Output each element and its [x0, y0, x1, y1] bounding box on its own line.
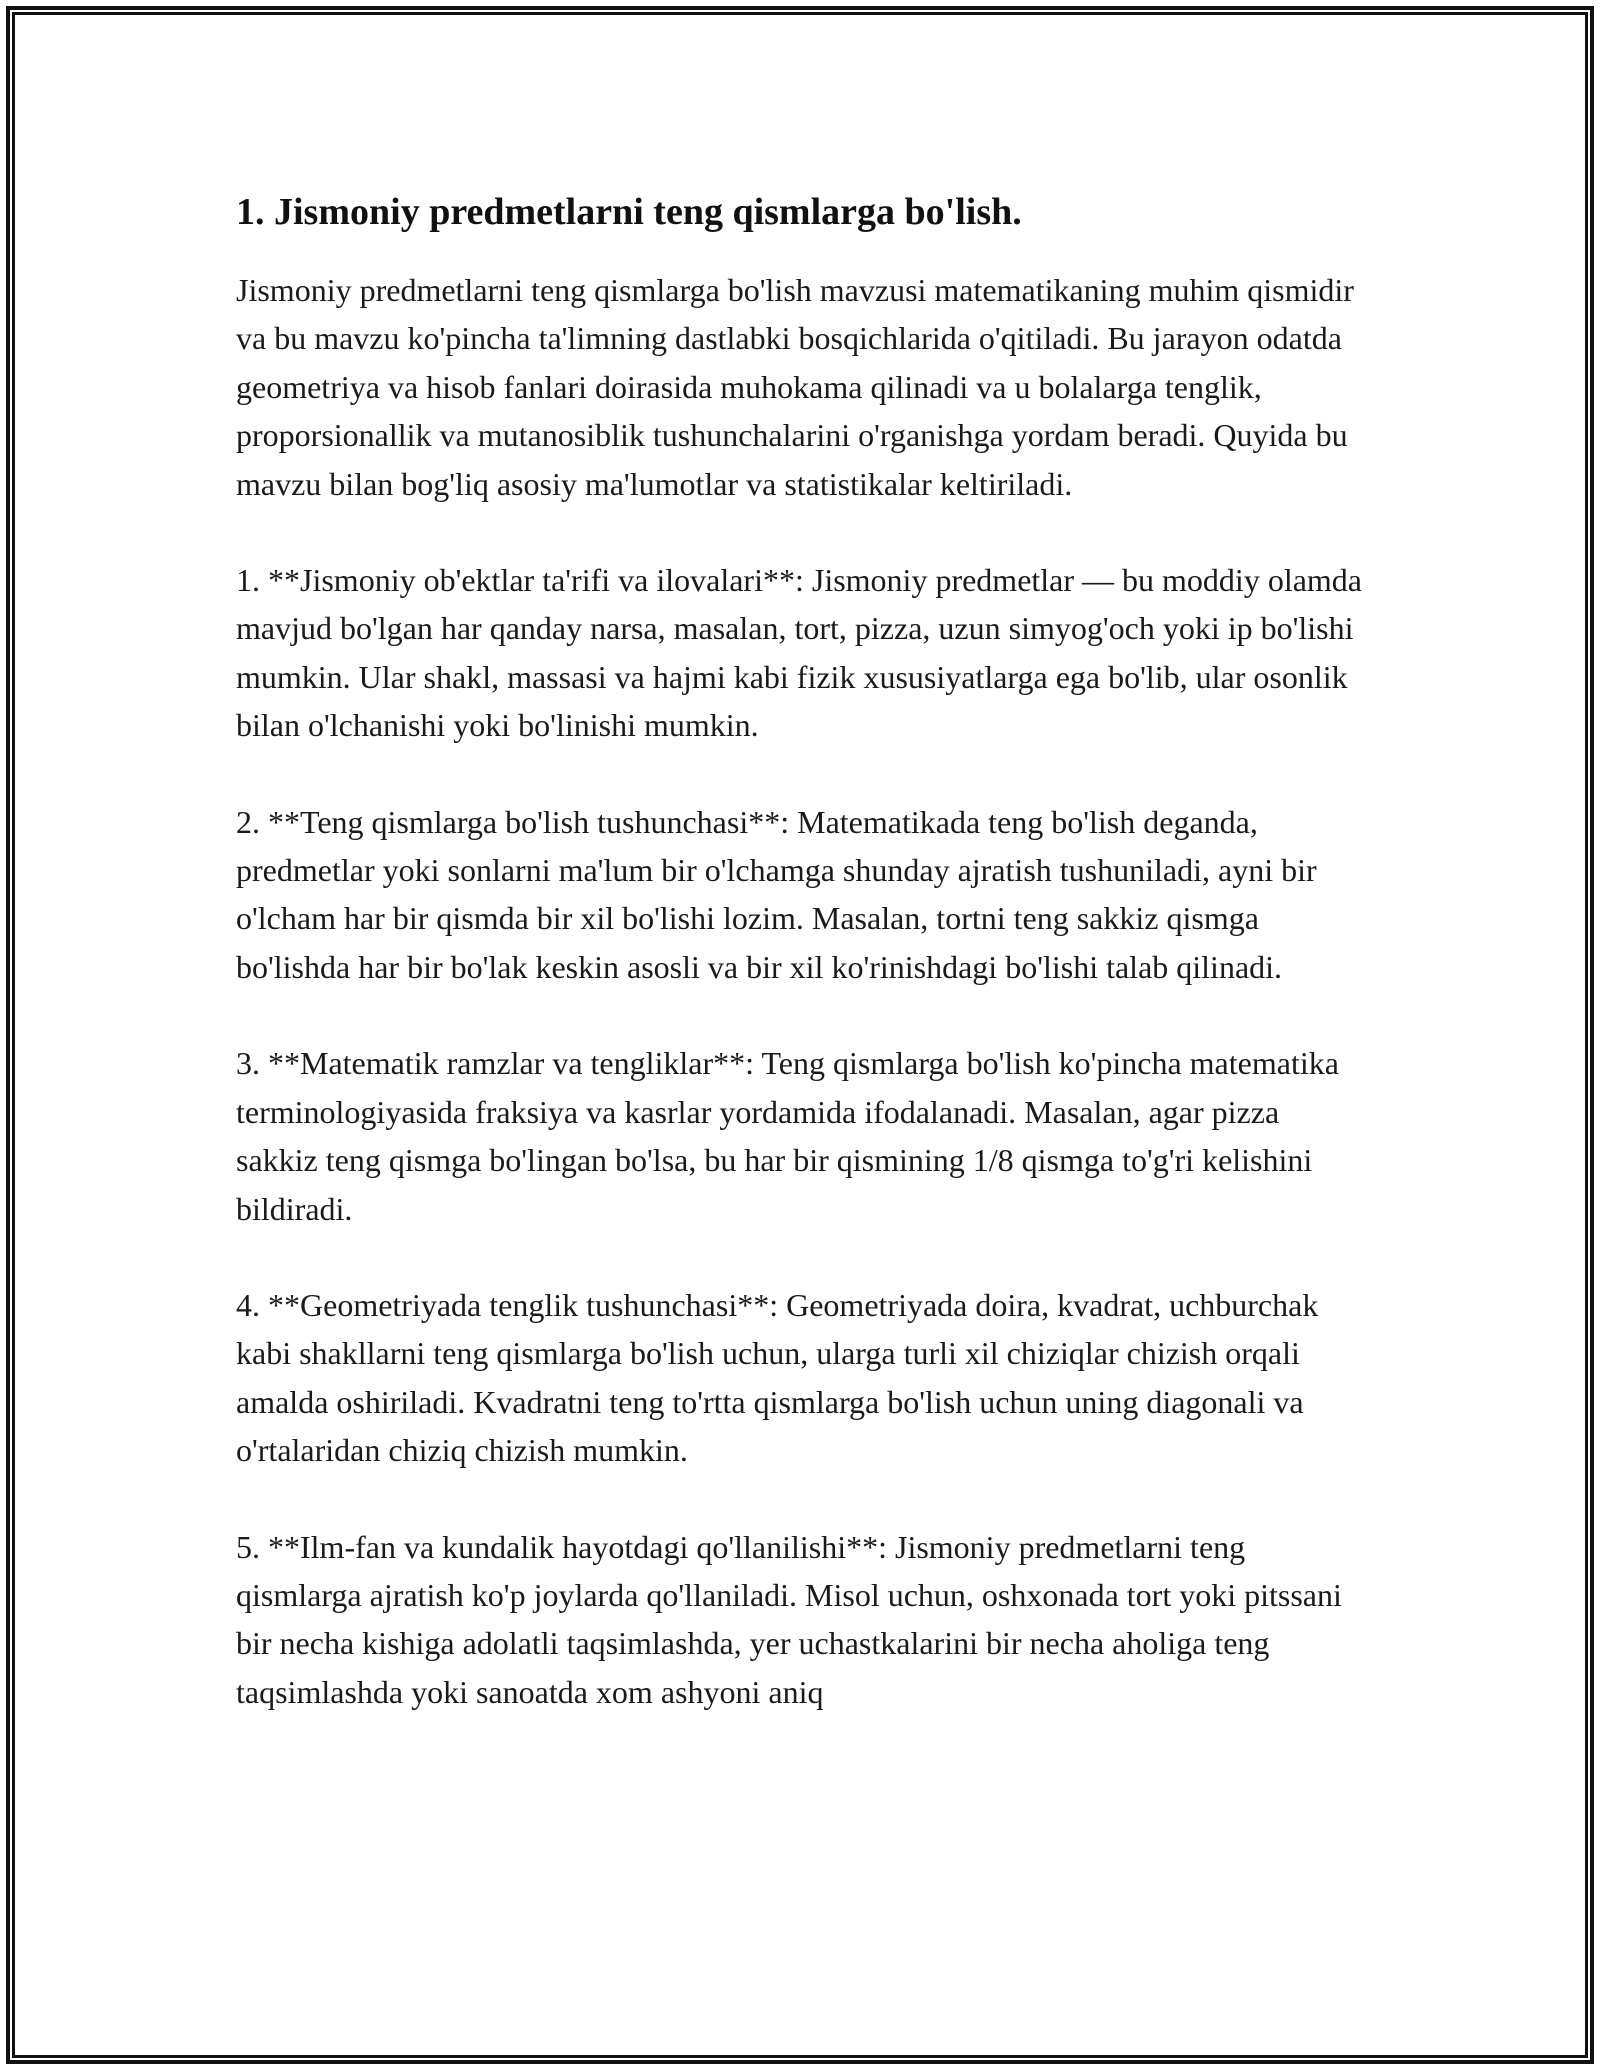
- paragraph-item-4: 4. **Geometriyada tenglik tushunchasi**: Geometriyada doira, kvadrat, uchburchak kabi shakllarni teng qismlarga bo'lish uchun, ularga turli xil chiziqlar chizish orqali amalda oshiriladi. Kvadratni teng to'rtta qismlarga bo'lish uchun uning diagonali va o'rtalaridan chiziq chizish mumkin.: [236, 1286, 1319, 1469]
- document-body: [236, 186, 1366, 1716]
- paragraph-intro: Jismoniy predmetlarni teng qismlarga bo'lish mavzusi matematikaning muhim qismidir va bu mavzu ko'pincha ta'limning dastlabki bosqichlarida o'qitiladi. Bu jarayon odatda geometriya va hisob fanlari doirasida muhokama qilinadi va u bolalarga tenglik, proporsionallik va mutanosiblik tushunchalarini o'rganishga yordam beradi. Quyida bu mavzu bilan bog'liq asosiy ma'lumotlar va statistikalar keltiriladi.: [236, 272, 1354, 502]
- section-title: 1. Jismoniy predmetlarni teng qismlarga bo'lish.: [236, 191, 1022, 233]
- paragraph-item-3: 3. **Matematik ramzlar va tengliklar**: Teng qismlarga bo'lish ko'pincha matematika terminologiyasida fraksiya va kasrlar yordamida ifodalanadi. Masalan, agar pizza sakkiz teng qismga bo'lingan bo'lsa, bu har bir qismining 1/8 qismga to'g'ri kelishini bildiradi.: [236, 1045, 1339, 1227]
- paragraph-item-1: 1. **Jismoniy ob'ektlar ta'rifi va ilovalari**: Jismoniy predmetlar — bu moddiy olamda mavjud bo'lgan har qanday narsa, masalan, tort, pizza, uzun simyog'och yoki ip bo'lishi mumkin. Ular shakl, massasi va hajmi kabi fizik xususiyatlarga ega bo'lib, ular osonlik bilan o'lchanishi yoki bo'linishi mumkin.: [236, 562, 1362, 744]
- paragraph-item-5: 5. **Ilm-fan va kundalik hayotdagi qo'llanilishi**: Jismoniy predmetlarni teng qismlarga ajratish ko'p joylarda qo'llaniladi. Misol uchun, oshxonada tort yoki pitssani bir necha kishiga adolatli taqsimlashda, yer uchastkalarini bir necha aholiga teng taqsimlashda yoki sanoatda xom ashyoni aniq: [236, 1528, 1342, 1710]
- paragraph-item-2: 2. **Teng qismlarga bo'lish tushunchasi**: Matematikada teng bo'lish deganda, predmetlar yoki sonlarni ma'lum bir o'lchamga shunday ajratish tushuniladi, ayni bir o'lcham har bir qismda bir xil bo'lishi lozim. Masalan, tortni teng sakkiz qismga bo'lishda har bir bo'lak keskin asosli va bir xil ko'rinishdagi bo'lishi talab qilinadi.: [236, 803, 1317, 985]
